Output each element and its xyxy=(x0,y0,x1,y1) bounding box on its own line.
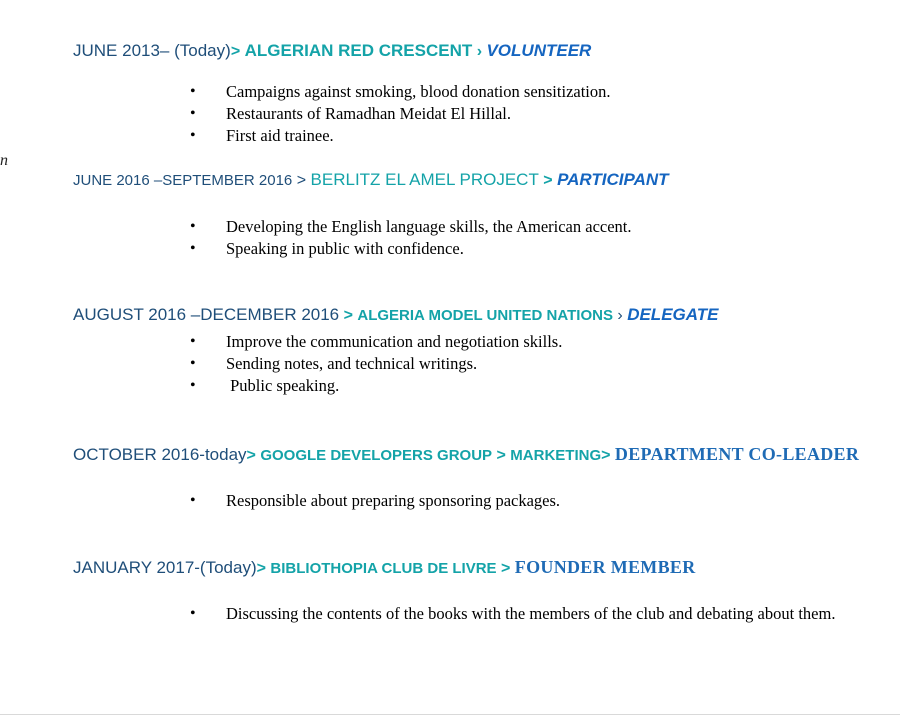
date-range: JUNE 2013– (Today) xyxy=(73,41,231,60)
experience-section-model-un xyxy=(73,304,893,397)
role-title: DELEGATE xyxy=(627,305,719,324)
separator: > xyxy=(601,447,611,464)
separator: > xyxy=(246,447,256,464)
role-title: FOUNDER MEMBER xyxy=(514,557,696,577)
section-heading xyxy=(73,443,893,467)
bullet-list xyxy=(190,331,850,397)
separator: > xyxy=(501,560,511,577)
department-name: MARKETING xyxy=(510,447,602,464)
experience-section-bibliothopia xyxy=(73,556,893,624)
organization-name: BERLITZ EL AMEL PROJECT xyxy=(310,170,539,189)
list-item: • Improve the communication and negotiation skills. xyxy=(190,331,850,353)
list-item: • Campaigns against smoking, blood donation sensitization. xyxy=(190,81,850,103)
separator: > xyxy=(296,172,307,189)
list-item: • First aid trainee. xyxy=(190,125,850,147)
separator: > xyxy=(343,307,353,324)
separator: > xyxy=(496,447,506,464)
role-title: PARTICIPANT xyxy=(557,170,669,189)
bullet-list xyxy=(190,81,850,147)
separator: › xyxy=(476,43,483,60)
list-item: • Discussing the contents of the books with the members of the club and debating about them. xyxy=(190,604,850,624)
organization-name: BIBLIOTHOPIA CLUB DE LIVRE xyxy=(270,560,497,577)
separator: › xyxy=(617,307,623,324)
organization-name: ALGERIAN RED CRESCENT xyxy=(244,41,473,60)
experience-section-google-developers xyxy=(73,443,893,512)
separator: > xyxy=(256,560,266,577)
list-item: • Developing the English language skills, the American accent. xyxy=(190,216,850,238)
experience-section-berlitz xyxy=(73,169,893,260)
list-item: • Responsible about preparing sponsoring packages. xyxy=(190,490,850,512)
bullet-list xyxy=(190,604,850,624)
list-item: • Public speaking. xyxy=(190,375,850,397)
separator: > xyxy=(230,43,241,60)
date-range: AUGUST 2016 –DECEMBER 2016 xyxy=(73,305,340,324)
list-item: • Restaurants of Ramadhan Meidat El Hillal. xyxy=(190,103,850,125)
date-range: JANUARY 2017-(Today) xyxy=(73,558,257,577)
separator: > xyxy=(543,172,553,189)
bullet-list xyxy=(190,216,850,260)
list-item: • Sending notes, and technical writings. xyxy=(190,353,850,375)
section-heading xyxy=(73,304,893,327)
section-heading xyxy=(73,556,893,580)
role-title: VOLUNTEER xyxy=(486,41,592,60)
organization-name: ALGERIA MODEL UNITED NATIONS xyxy=(357,307,613,324)
page-bottom-divider xyxy=(0,714,900,715)
section-heading xyxy=(73,40,893,63)
date-range: JUNE 2016 –SEPTEMBER 2016 xyxy=(73,172,293,189)
bullet-list xyxy=(190,490,850,512)
date-range: OCTOBER 2016-today xyxy=(73,445,247,464)
list-item: • Speaking in public with confidence. xyxy=(190,238,850,260)
role-title: DEPARTMENT CO-LEADER xyxy=(614,444,860,464)
stray-character: n xyxy=(0,152,8,169)
organization-name: GOOGLE DEVELOPERS GROUP xyxy=(260,447,493,464)
section-heading xyxy=(73,169,893,192)
experience-section-red-crescent xyxy=(73,40,893,147)
